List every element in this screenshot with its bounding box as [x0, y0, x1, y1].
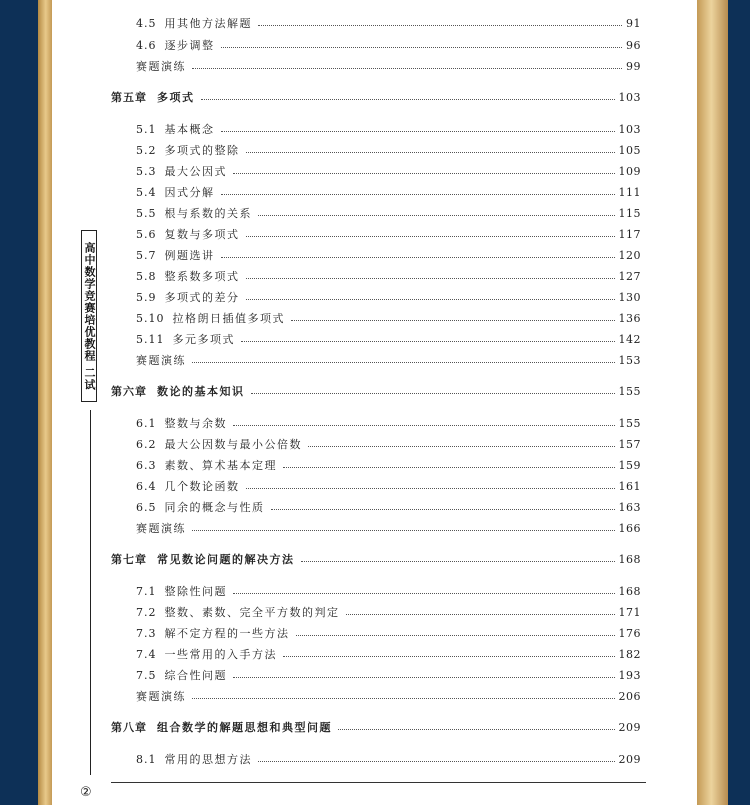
dot-leader	[296, 635, 615, 636]
left-gold-border	[38, 0, 52, 805]
toc-page-number: 99	[626, 59, 641, 73]
toc-page-number: 157	[618, 437, 641, 451]
toc-entry-title: 素数、算术基本定理	[164, 459, 277, 472]
dot-leader	[338, 729, 615, 730]
toc-entry-number: 6.3	[136, 458, 157, 472]
toc-entry-title: 常见数论问题的解决方法	[157, 553, 295, 566]
dot-leader	[221, 194, 615, 195]
dot-leader	[241, 341, 615, 342]
toc-section-row	[136, 415, 641, 431]
toc-section-row	[136, 163, 641, 179]
toc-page-number: 171	[618, 605, 641, 619]
dot-leader	[192, 362, 615, 363]
toc-page-number: 193	[618, 668, 641, 682]
toc-entry-number: 第五章	[111, 91, 147, 104]
toc-entry-title: 赛题演练	[136, 690, 186, 703]
dot-leader	[258, 761, 615, 762]
toc-section-row	[136, 310, 641, 326]
book-title-text: 高中数学竞赛培优教程 二试	[83, 241, 96, 391]
toc-page-number: 115	[618, 206, 641, 220]
toc-entry-number: 5.1	[136, 122, 157, 136]
dot-leader	[246, 299, 615, 300]
dot-leader	[246, 236, 615, 237]
toc-section-row	[136, 205, 641, 221]
dot-leader	[283, 656, 615, 657]
toc-page-number: 206	[618, 689, 641, 703]
toc-entry-title: 赛题演练	[136, 522, 186, 535]
toc-section-row	[136, 751, 641, 767]
toc-entry-number: 7.3	[136, 626, 157, 640]
toc-entry-number: 5.7	[136, 248, 157, 262]
bottom-rule	[111, 782, 646, 783]
dot-leader	[283, 467, 615, 468]
toc-section-row	[136, 331, 641, 347]
toc-entry-number: 5.3	[136, 164, 157, 178]
toc-entry-number: 第八章	[111, 721, 147, 734]
dot-leader	[246, 152, 615, 153]
toc-section-row	[136, 352, 641, 368]
toc-entry-title: 拉格朗日插值多项式	[172, 312, 285, 325]
toc-entry-number: 7.2	[136, 605, 157, 619]
toc-entry-number: 5.10	[136, 311, 165, 325]
dot-leader	[246, 278, 615, 279]
toc-page-number: 155	[618, 416, 641, 430]
toc-entry-title: 因式分解	[164, 186, 215, 199]
toc-entry-title: 多项式的整除	[164, 144, 240, 157]
book-title-label	[81, 230, 97, 402]
toc-section-row	[136, 121, 641, 137]
toc-section-row	[136, 457, 641, 473]
dot-leader	[233, 425, 615, 426]
toc-section-row	[136, 289, 641, 305]
toc-section-row	[136, 37, 641, 53]
dot-leader	[258, 25, 622, 26]
page-number-marker: ②	[80, 785, 92, 800]
toc-entry-number: 5.4	[136, 185, 157, 199]
right-gold-border	[697, 0, 729, 805]
toc-entry-number: 5.6	[136, 227, 157, 241]
toc-entry-title: 赛题演练	[136, 60, 186, 73]
toc-entry-title: 整数与余数	[164, 417, 227, 430]
dot-leader	[346, 614, 615, 615]
toc-entry-number: 6.5	[136, 500, 157, 514]
toc-entry-number: 5.9	[136, 290, 157, 304]
toc-page-number: 120	[618, 248, 641, 262]
toc-section-row	[136, 142, 641, 158]
toc-entry-number: 8.1	[136, 752, 157, 766]
toc-page-number: 105	[618, 143, 641, 157]
toc-section-row	[136, 184, 641, 200]
toc-entry-number: 5.5	[136, 206, 157, 220]
toc-entry-title: 整除性问题	[164, 585, 227, 598]
dot-leader	[233, 173, 615, 174]
dot-leader	[251, 393, 615, 394]
toc-entry-title: 用其他方法解题	[164, 17, 252, 30]
toc-entry-title: 最大公因数与最小公倍数	[164, 438, 302, 451]
toc-entry-title: 复数与多项式	[164, 228, 240, 241]
toc-section-row	[136, 247, 641, 263]
toc-page-number: 127	[618, 269, 641, 283]
toc-page-number: 136	[618, 311, 641, 325]
toc-page-number: 91	[626, 16, 641, 30]
toc-entry-number: 6.2	[136, 437, 157, 451]
toc-entry-title: 多项式的差分	[164, 291, 240, 304]
toc-section-row	[136, 226, 641, 242]
right-frame	[728, 0, 750, 805]
toc-entry-number: 5.11	[136, 332, 165, 346]
dot-leader	[308, 446, 615, 447]
toc-entry-title: 解不定方程的一些方法	[164, 627, 290, 640]
toc-entry-title: 赛题演练	[136, 354, 186, 367]
dot-leader	[271, 509, 615, 510]
dot-leader	[221, 131, 615, 132]
toc-page-number: 155	[618, 384, 641, 398]
dot-leader	[301, 561, 615, 562]
toc-section-row	[136, 520, 641, 536]
toc-page-number: 111	[618, 185, 641, 199]
toc-entry-title: 例题选讲	[164, 249, 215, 262]
toc-page-number: 159	[618, 458, 641, 472]
toc-chapter-row	[111, 383, 641, 399]
toc-entry-title: 多项式	[157, 91, 195, 104]
toc-entry-number: 5.2	[136, 143, 157, 157]
dot-leader	[246, 488, 615, 489]
toc-entry-title: 最大公因式	[164, 165, 227, 178]
toc-entry-title: 同余的概念与性质	[164, 501, 265, 514]
toc-section-row	[136, 499, 641, 515]
toc-page-number: 96	[626, 38, 641, 52]
toc-entry-number: 7.4	[136, 647, 157, 661]
dot-leader	[192, 68, 622, 69]
toc-entry-number: 4.6	[136, 38, 157, 52]
toc-page-number: 182	[618, 647, 641, 661]
toc-page-number: 109	[618, 164, 641, 178]
toc-entry-title: 组合数学的解题思想和典型问题	[157, 721, 332, 734]
toc-page-number: 103	[618, 122, 641, 136]
toc-section-row	[136, 583, 641, 599]
toc-entry-number: 6.4	[136, 479, 157, 493]
toc-chapter-row	[111, 89, 641, 105]
toc-page-number: 163	[618, 500, 641, 514]
toc-entry-number: 7.5	[136, 668, 157, 682]
toc-entry-number: 6.1	[136, 416, 157, 430]
toc-entry-number: 第六章	[111, 385, 147, 398]
dot-leader	[233, 677, 615, 678]
toc-entry-title: 逐步调整	[164, 39, 215, 52]
toc-section-row	[136, 688, 641, 704]
toc-entry-number: 7.1	[136, 584, 157, 598]
toc-entry-title: 一些常用的入手方法	[164, 648, 277, 661]
dot-leader	[233, 593, 615, 594]
toc-section-row	[136, 604, 641, 620]
toc-section-row	[136, 667, 641, 683]
toc-page-number: 103	[618, 90, 641, 104]
toc-page-number: 130	[618, 290, 641, 304]
toc-entry-title: 整数、素数、完全平方数的判定	[164, 606, 340, 619]
toc-entry-title: 综合性问题	[164, 669, 227, 682]
toc-entry-title: 多元多项式	[172, 333, 235, 346]
toc-page-number: 161	[618, 479, 641, 493]
toc-section-row	[136, 646, 641, 662]
dot-leader	[258, 215, 615, 216]
toc-page-number: 153	[618, 353, 641, 367]
dot-leader	[291, 320, 615, 321]
toc-section-row	[136, 478, 641, 494]
toc-chapter-row	[111, 719, 641, 735]
toc-entry-title: 整系数多项式	[164, 270, 240, 283]
toc-page-number: 117	[618, 227, 641, 241]
toc-entry-title: 几个数论函数	[164, 480, 240, 493]
toc-section-row	[136, 625, 641, 641]
toc-section-row	[136, 268, 641, 284]
toc-page-number: 168	[618, 552, 641, 566]
toc-entry-title: 根与系数的关系	[164, 207, 252, 220]
toc-page-number: 209	[618, 720, 641, 734]
toc-section-row	[136, 58, 641, 74]
toc-page-number: 176	[618, 626, 641, 640]
dot-leader	[192, 530, 615, 531]
toc-page-number: 209	[618, 752, 641, 766]
toc-section-row	[136, 436, 641, 452]
toc-entry-number: 第七章	[111, 553, 147, 566]
dot-leader	[221, 257, 615, 258]
dot-leader	[192, 698, 615, 699]
toc-entry-number: 5.8	[136, 269, 157, 283]
toc-entry-title: 常用的思想方法	[164, 753, 252, 766]
toc-entry-title: 基本概念	[164, 123, 215, 136]
toc-entry-number: 4.5	[136, 16, 157, 30]
toc-chapter-row	[111, 551, 641, 567]
dot-leader	[221, 47, 623, 48]
toc-entry-title: 数论的基本知识	[157, 385, 245, 398]
toc-page-number: 168	[618, 584, 641, 598]
dot-leader	[201, 99, 615, 100]
toc-page-number: 166	[618, 521, 641, 535]
side-vertical-rule	[90, 410, 91, 775]
toc-page-number: 142	[618, 332, 641, 346]
toc-section-row	[136, 15, 641, 31]
